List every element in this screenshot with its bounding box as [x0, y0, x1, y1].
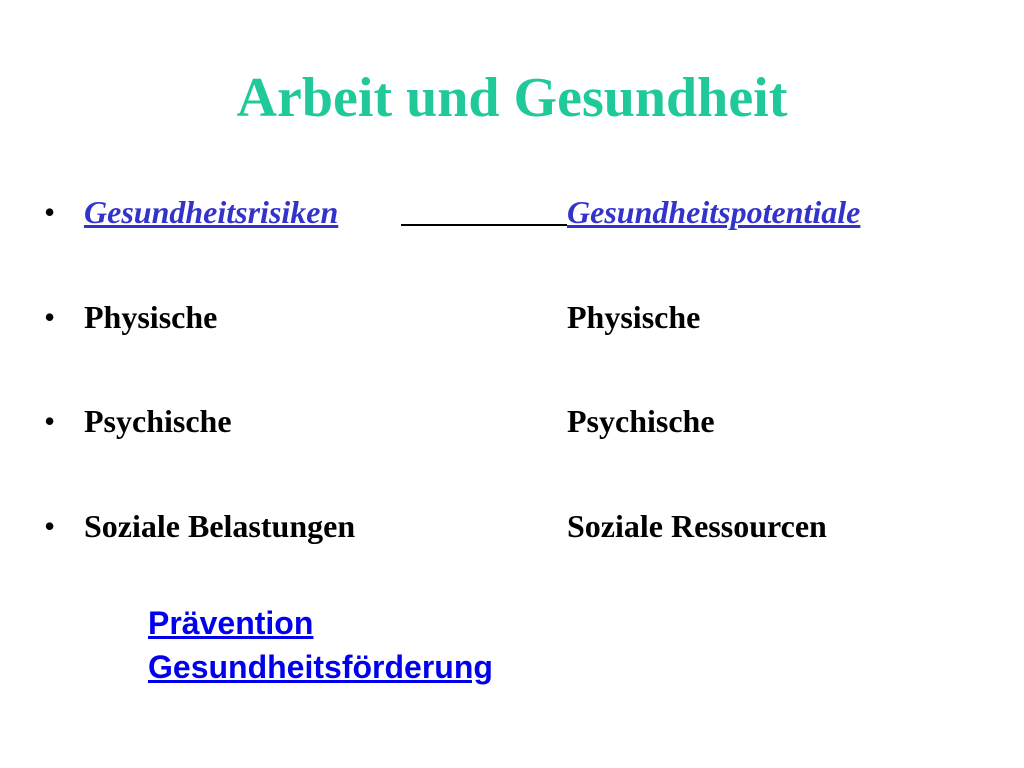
bullet-icon: • [44, 194, 56, 230]
prevention-link[interactable]: Prävention [148, 605, 314, 641]
risks-heading-link[interactable]: Gesundheitsrisiken [84, 194, 339, 230]
potentials-heading-link[interactable]: Gesundheitspotentiale [567, 194, 861, 230]
bullet-icon: • [44, 508, 56, 544]
header-connector-line [401, 190, 567, 226]
health-promotion-link[interactable]: Gesundheitsförderung [148, 649, 493, 685]
risk-social: Soziale Belastungen [84, 508, 356, 544]
potential-physical: Physische [567, 299, 701, 335]
bullet-icon: • [44, 403, 56, 439]
potential-psychological: Psychische [567, 403, 715, 439]
risk-psychological: Psychische [84, 403, 232, 439]
bullet-icon: • [44, 299, 56, 335]
risk-physical: Physische [84, 299, 218, 335]
potential-social: Soziale Ressourcen [567, 508, 827, 544]
slide-title: Arbeit und Gesundheit [236, 67, 788, 129]
bottom-links [148, 601, 493, 689]
